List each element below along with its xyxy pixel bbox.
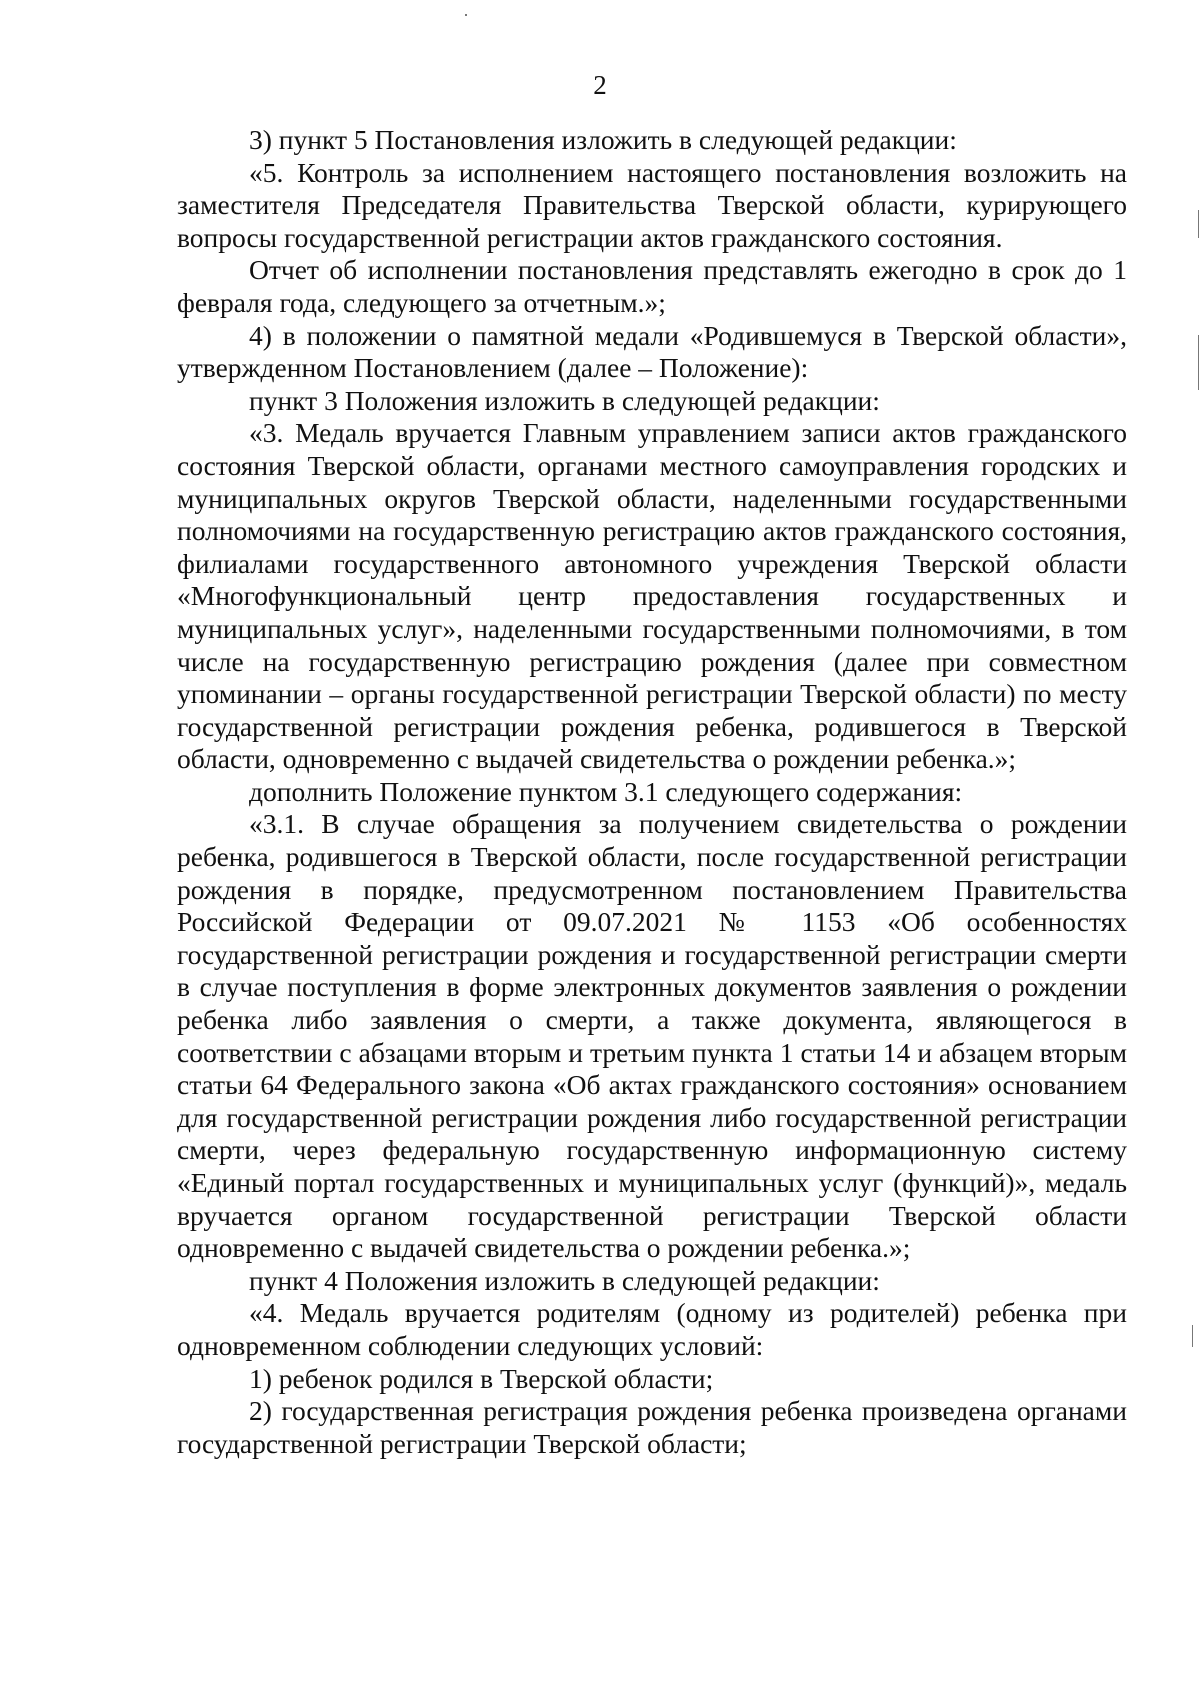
scan-artifact: [1198, 335, 1199, 390]
paragraph: «3. Медаль вручается Главным управлением записи актов гражданского состояния Тверской области, органами местного самоуправления городских и муниципальных округов Тверской области, наделенными государственными полномочиями на государственную регистрацию актов гражданского состояния, филиалами государственного автономного учреждения Тверской области «Многофункциональный центр предоставления государственных и муниципальных услуг», наделенными государственными полномочиями, в том числе на государственную регистрацию рождения (далее при совместном упоминании – органы государственной регистрации Тверской области) по месту государственной регистрации рождения ребенка, родившегося в Тверской области, одновременно с выдачей свидетельства о рождении ребенка.»;: [177, 417, 1127, 775]
paragraph: 4) в положении о памятной медали «Родившемуся в Тверской области», утвержденном Постановлением (далее – Положение):: [177, 319, 1127, 384]
paragraph: 1) ребенок родился в Тверской области;: [249, 1362, 714, 1394]
scan-artifact: [1198, 210, 1199, 238]
document-body: [177, 124, 1127, 1460]
paragraph: дополнить Положение пунктом 3.1 следующего содержания:: [249, 775, 963, 807]
paragraph: «5. Контроль за исполнением настоящего постановления возложить на заместителя Председателя Правительства Тверской области, курирующего вопросы государственной регистрации актов гражданского состояния.: [177, 156, 1127, 253]
paragraph: «3.1. В случае обращения за получением свидетельства о рождении ребенка, родившегося в Тверской области, после государственной регистрации рождения в порядке, предусмотренном постановлением Правительства Российской Федерации от 09.07.2021 № 1153 «Об особенностях государственной регистрации рождения и государственной регистрации смерти в случае поступления в форме электронных документов заявления о рождении ребенка либо заявления о смерти, а также документа, являющегося в соответствии с абзацами вторым и третьим пункта 1 статьи 14 и абзацем вторым статьи 64 Федерального закона «Об актах гражданского состояния» основанием для государственной регистрации рождения либо государственной регистрации смерти, через федеральную государственную информационную систему «Единый портал государственных и муниципальных услуг (функций)», медаль вручается органом государственной регистрации Тверской области одновременно с выдачей свидетельства о рождении ребенка.»;: [177, 808, 1127, 1264]
paragraph: «4. Медаль вручается родителям (одному из родителей) ребенка при одновременном соблюдении следующих условий:: [177, 1297, 1127, 1361]
scan-artifact: [465, 14, 467, 16]
scan-artifact: [1192, 1325, 1193, 1347]
page-number: 2: [593, 70, 607, 100]
paragraph: 2) государственная регистрация рождения ребенка произведена органами государственной регистрации Тверской области;: [177, 1395, 1127, 1459]
paragraph: Отчет об исполнении постановления представлять ежегодно в срок до 1 февраля года, следующего за отчетным.»;: [177, 254, 1127, 318]
paragraph: пункт 3 Положения изложить в следующей редакции:: [249, 384, 880, 416]
paragraph: 3) пункт 5 Постановления изложить в следующей редакции:: [249, 124, 957, 155]
paragraph: пункт 4 Положения изложить в следующей редакции:: [249, 1264, 880, 1296]
